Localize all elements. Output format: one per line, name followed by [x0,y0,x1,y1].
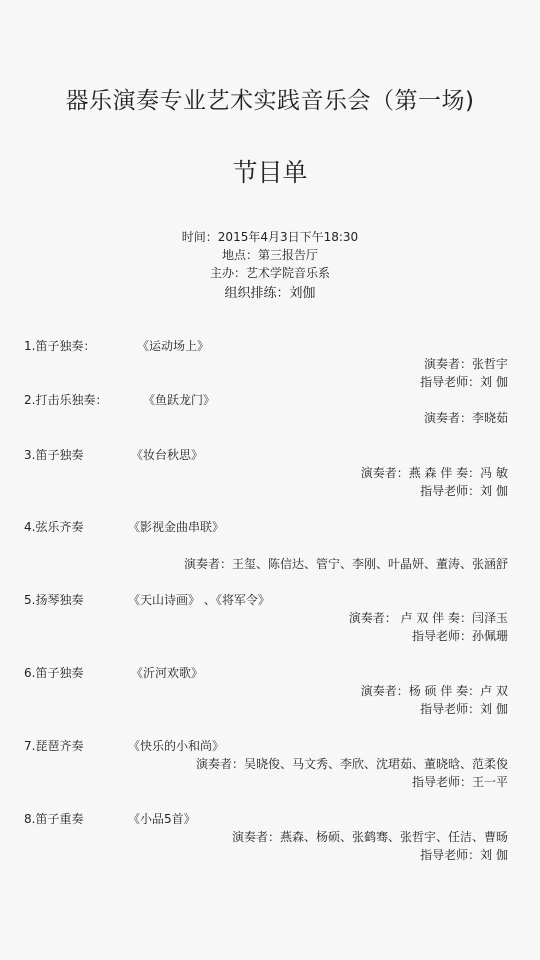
program-performers: 演奏者： 卢 双 伴 奏：闫泽玉 [348,611,508,625]
program-number: 1.笛子独奏： [24,339,96,353]
program-number: 3.笛子独奏 [24,448,84,462]
program-performers: 演奏者：李晓茹 [423,411,508,425]
event-host: 主办：艺术学院音乐系 [209,266,330,280]
event-place: 地点：第三报告厅 [221,248,318,262]
page-subtitle: 节目单 [232,158,308,187]
program-teacher: 指导老师：刘 伽 [420,484,508,498]
program-teacher: 指导老师：刘 伽 [420,848,508,862]
event-organizer: 组织排练：刘伽 [224,286,316,301]
program-piece: 《沂河欢歌》 [131,666,204,680]
program-performers: 演奏者：燕森、杨硕、张鹤骞、张哲宇、任洁、曹旸 [231,830,508,844]
program-piece: 《影视金曲串联》 [128,520,225,534]
program-teacher: 指导老师：刘 伽 [420,702,508,716]
program-teacher: 指导老师：王一平 [411,775,508,789]
program-performers: 演奏者：王玺、陈信达、管宁、李刚、叶晶妍、董涛、张涵舒 [183,557,508,571]
program-teacher: 指导老师：孙佩珊 [411,629,508,643]
program-piece: 《快乐的小和尚》 [128,739,225,753]
program-piece: 《运动场上》 [137,339,210,353]
program-number: 5.扬琴独奏 [24,593,84,607]
program-number: 7.琵琶齐奏 [24,739,84,753]
program-piece: 《妆台秋思》 [131,448,204,462]
program-piece: 《天山诗画》 、《将军令》 [128,593,270,607]
program-teacher: 指导老师：刘 伽 [420,375,508,389]
program-number: 4.弦乐齐奏 [24,520,84,534]
program-performers: 演奏者：燕 森 伴 奏：冯 敏 [360,466,508,480]
page-title: 器乐演奏专业艺术实践音乐会（第一场) [65,88,475,114]
program-performers: 演奏者：杨 硕 伴 奏：卢 双 [360,684,508,698]
event-time: 时间：2015年4月3日下午18:30 [181,230,359,244]
program-number: 6.笛子独奏 [24,666,84,680]
program-performers: 演奏者：吴晓俊、马文秀、李欣、沈珺茹、董晓晗、范柔俊 [195,757,508,771]
program-number: 8.笛子重奏 [24,812,84,826]
program-performers: 演奏者：张哲宇 [423,357,508,371]
program-piece: 《鱼跃龙门》 [143,393,216,407]
program-piece: 《小品5首》 [128,812,196,826]
program-number: 2.打击乐独奏： [24,393,108,407]
